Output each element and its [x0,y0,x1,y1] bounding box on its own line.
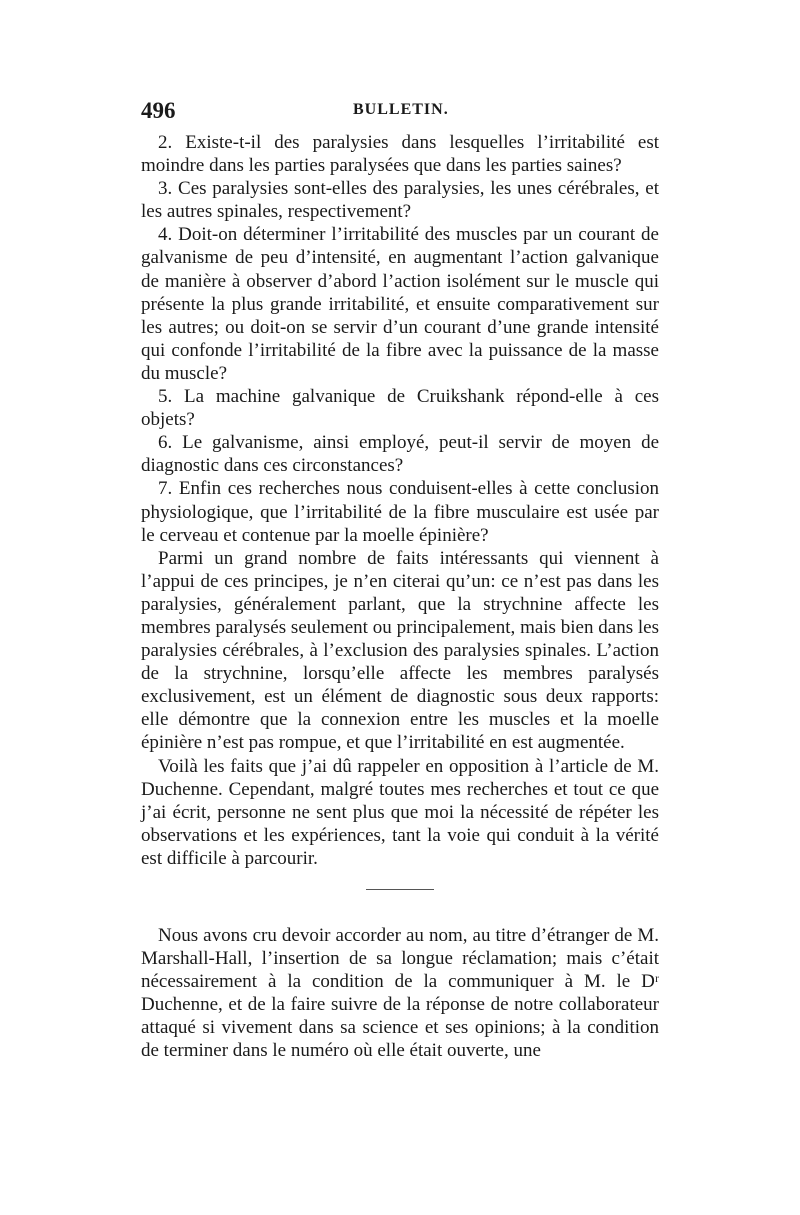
question-7-paragraph: 7. Enfin ces recherches nous conduisent-elles à cette conclusion physiologique, que l’irritabilité de la fibre musculaire est usée par le cerveau et contenue par la moelle épinière? [141,478,659,546]
question-2-paragraph: 2. Existe-t-il des paralysies dans lesquelles l’irritabilité est moindre dans les parties paralysées que dans les parties saines? [141,132,659,177]
running-head: BULLETIN. [353,101,449,118]
page-number: 496 [141,98,176,123]
question-6-paragraph: 6. Le galvanisme, ainsi employé, peut-il servir de moyen de diagnostic dans ces circonstances? [141,432,659,477]
page-header [141,98,661,128]
question-3-paragraph: 3. Ces paralysies sont-elles des paralysies, les unes cérébrales, et les autres spinales, respectivement? [141,178,659,223]
section-divider [366,889,434,890]
strychnine-paragraph: Parmi un grand nombre de faits intéressants qui viennent à l’appui de ces principes, je n’en citerai qu’un: ce n’est pas dans les paralysies, généralement parlant, que la strychnine affecte les membres paralysés seulement ou principalement, mais bien dans les paralysies cérébrales, à l’exclusion des paralysies spinales. L’action de la strychnine, lorsqu’elle affecte les membres paralysés exclusivement, est un élément de diagnostic sous deux rapports: elle démontre que la connexion entre les muscles et la moelle épinière n’est pas rompue, et que l’irritabilité en est augmentée. [141,547,659,754]
question-4-paragraph: 4. Doit-on déterminer l’irritabilité des muscles par un courant de galvanisme de peu d’intensité, en augmentant l’action galvanique de manière à observer d’abord l’action isolément sur le muscle qui présente la plus grande irritabilité, et ensuite comparativement sur les autres; ou doit-on se servir d’un courant d’une grande intensité qui confonde l’irritabilité de la fibre avec la puissance de la masse du muscle? [141,224,659,384]
question-5-paragraph: 5. La machine galvanique de Cruikshank répond-elle à ces objets? [141,386,659,431]
editorial-note-paragraph: Nous avons cru devoir accorder au nom, au titre d’étranger de M. Marshall-Hall, l’insertion de sa longue réclamation; mais c’était nécessairement à la condition de la communiquer à M. le Dʳ Duchenne, et de la faire suivre de la réponse de notre collaborateur attaqué si vivement dans sa science et ses opinions; à la condition de terminer dans le numéro où elle était ouverte, une [141,925,659,1062]
page-body [141,131,659,1063]
conclusion-paragraph: Voilà les faits que j’ai dû rappeler en opposition à l’article de M. Duchenne. Cependant, malgré toutes mes recherches et tout ce que j’ai écrit, personne ne sent plus que moi la nécessité de répéter les observations et les expériences, tant la voie qui conduit à la vérité est difficile à parcourir. [141,755,659,869]
